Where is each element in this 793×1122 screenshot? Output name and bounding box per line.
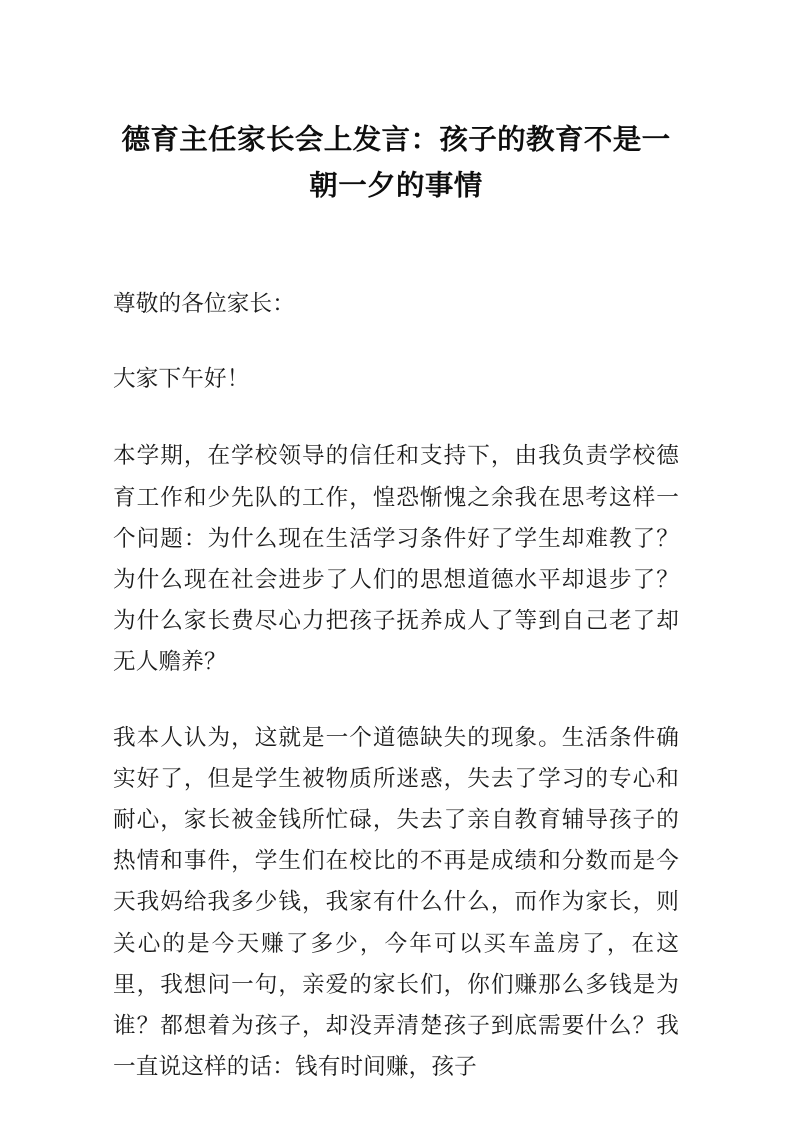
body-paragraph-2: 我本人认为，这就是一个道德缺失的现象。生活条件确实好了，但是学生被物质所迷惑，失去了学习的专心和耐心，家长被金钱所忙碌，失去了亲自教育辅导孩子的热情和事件，学生们在校比的不再是成绩和分数而是今天我妈给我多少钱，我家有什么什么，而作为家长，则关心的是今天赚了多少，今年可以买车盖房了，在这里，我想问一句，亲爱的家长们，你们赚那么多钱是为谁？都想着为孩子，却没弄清楚孩子到底需要什么？我一直说这样的话：钱有时间赚，孩子 [113,724,679,1080]
page-title-line-1: 德育主任家长会上发言：孩子的教育不是一 [121,125,671,156]
page-title [112,118,680,210]
greeting: 大家下午好！ [113,366,250,392]
document-body [113,283,679,1087]
salutation: 尊敬的各位家长： [113,291,295,316]
body-paragraph-1: 本学期，在学校领导的信任和支持下，由我负责学校德育工作和少先队的工作，惶恐惭愧之余我在思考这样一个问题：为什么现在生活学习条件好了学生却难教了？为什么现在社会进步了人们的思想道德水平却退步了？为什么家长费尽心力把孩子抚养成人了等到自己老了却无人赡养？ [113,443,679,675]
page-title-line-2: 朝一夕的事情 [309,171,483,202]
